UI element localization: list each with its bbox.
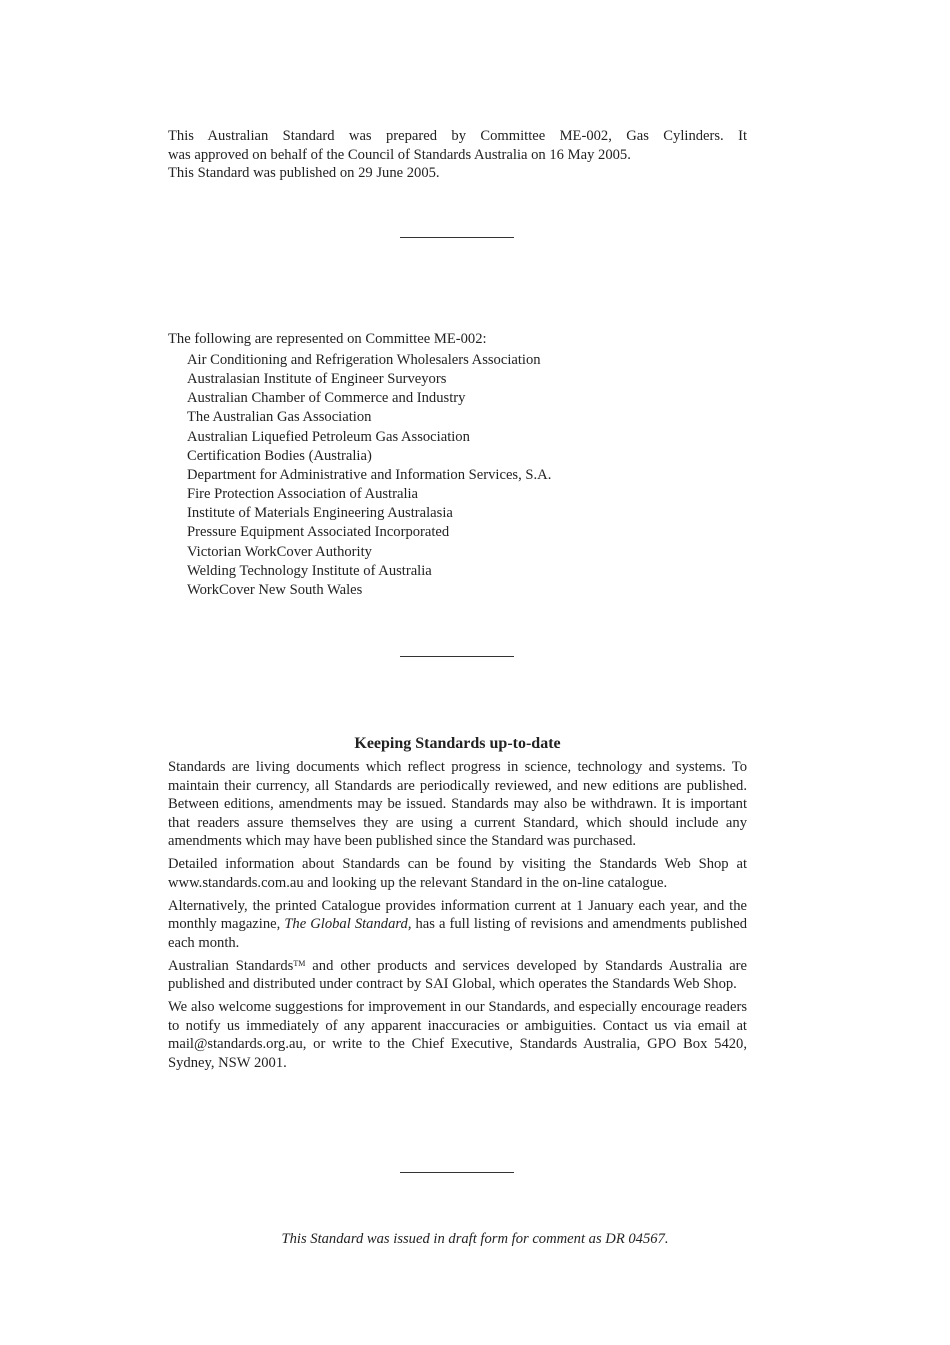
committee-member: Australian Chamber of Commerce and Industry: [187, 390, 466, 407]
trademark-symbol: TM: [293, 958, 306, 968]
committee-member: Welding Technology Institute of Australia: [187, 562, 432, 579]
keeping-paragraph-4-end: and other products and services developed by Standards Australia are published and distributed under contract by SAI Global, which operates the Standards Web Shop.: [168, 957, 748, 992]
section-divider-2: [400, 656, 514, 657]
keeping-paragraph-4-start: Australian Standards: [168, 957, 294, 974]
keeping-paragraph-5: We also welcome suggestions for improvement in our Standards, and especially encourage readers to notify us immediately of any apparent inaccuracies or ambiguities. Contact us via email at mail@standards.org.au, or write to the Chief Executive, Standards Australia, GPO Box 5420, Sydney, NSW 2001.: [168, 999, 747, 1071]
publication-info-line-1: This Australian Standard was prepared by Committee ME-002, Gas Cylinders. It: [168, 128, 747, 144]
publication-info: [168, 127, 747, 183]
keeping-standards-heading: Keeping Standards up-to-date: [354, 735, 561, 752]
committee-member: Fire Protection Association of Australia: [187, 486, 419, 503]
committee-member: Certification Bodies (Australia): [187, 447, 372, 464]
committee-member: Victorian WorkCover Authority: [187, 543, 372, 560]
committee-member: Air Conditioning and Refrigeration Wholesalers Association: [187, 352, 541, 368]
document-page: [168, 0, 747, 1345]
keeping-standards-section: [168, 758, 747, 1077]
committee-member: Australian Liquefied Petroleum Gas Association: [187, 428, 470, 445]
keeping-paragraph-3-end: , has a full listing of revisions and amendments published each month.: [168, 916, 747, 951]
magazine-title: The Global Standard: [284, 916, 408, 932]
committee-member: Pressure Equipment Associated Incorporated: [187, 524, 450, 541]
committee-member: WorkCover New South Wales: [187, 581, 363, 598]
committee-member: Department for Administrative and Information Services, S.A.: [187, 466, 552, 483]
committee-member: The Australian Gas Association: [187, 409, 372, 426]
keeping-paragraph-3-start: Alternatively, the printed Catalogue provides information current at 1 January each year, and the monthly magazine,: [168, 897, 747, 932]
draft-note: This Standard was issued in draft form for comment as DR 04567.: [281, 1231, 669, 1247]
committee-members-list: [187, 351, 766, 600]
keeping-paragraph-2: Detailed information about Standards can be found by visiting the Standards Web Shop at www.standards.com.au and looking up the relevant Standard in the on-line catalogue.: [168, 856, 747, 891]
keeping-paragraph-3: [168, 897, 747, 953]
committee-member: Institute of Materials Engineering Australasia: [187, 505, 453, 522]
committee-heading: The following are represented on Committee ME-002:: [168, 330, 487, 347]
keeping-paragraph-1: Standards are living documents which reflect progress in science, technology and systems. To maintain their currency, all Standards are periodically reviewed, and new editions are published. Between editions, amendments may be issued. Standards may also be withdrawn. It is important that readers assure themselves they are using a current Standard, which should include any amendments which may have been published since the Standard was purchased.: [168, 759, 747, 849]
publication-info-line-3: This Standard was published on 29 June 2005.: [168, 165, 440, 181]
publication-info-line-2: was approved on behalf of the Council of Standards Australia on 16 May 2005.: [168, 146, 631, 163]
section-divider-3: [400, 1172, 514, 1173]
keeping-paragraph-4: [168, 957, 747, 994]
section-divider-1: [400, 237, 514, 238]
committee-member: Australasian Institute of Engineer Surveyors: [187, 371, 447, 388]
